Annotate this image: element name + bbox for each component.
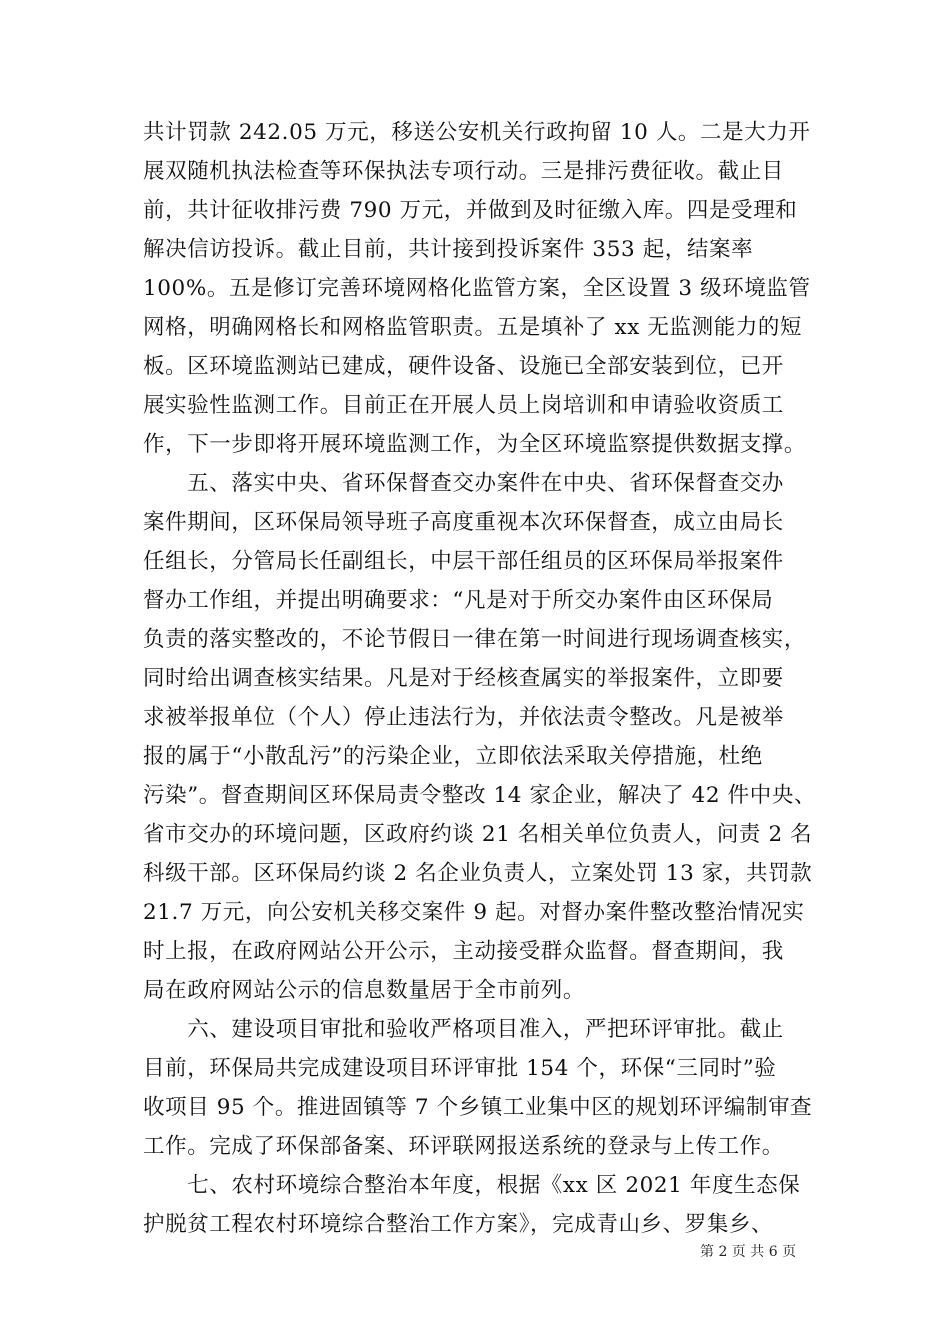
text-line: 督办工作组，并提出明确要求：“凡是对于所交办案件由区环保局 xyxy=(143,588,774,613)
text-line: 收项目 95 个。推进固镇等 7 个乡镇工业集中区的规划环评编制审查 xyxy=(143,1095,813,1120)
text-line: 目前，环保局共完成建设项目环评审批 154 个，环保“三同时”验 xyxy=(143,1056,777,1081)
text-line: 局在政府网站公示的信息数量居于全市前列。 xyxy=(143,978,586,1003)
text-line: 共计罚款 242.05 万元，移送公安机关行政拘留 10 人。二是大力开 xyxy=(143,120,811,145)
text-line: 时上报，在政府网站公开公示，主动接受群众监督。督查期间，我 xyxy=(143,939,784,964)
section-five-heading-line: 五、落实中央、省环保督查交办案件在中央、省环保督查交办 xyxy=(143,471,784,496)
page-number-footer: 第 2 页 共 6 页 xyxy=(700,1244,797,1260)
text-line: 前，共计征收排污费 790 万元，并做到及时征缴入库。四是受理和 xyxy=(143,198,798,223)
text-line: 省市交办的环境问题，区政府约谈 21 名相关单位负责人，问责 2 名 xyxy=(143,822,813,847)
text-line: 同时给出调查核实结果。凡是对于经核查属实的举报案件，立即要 xyxy=(143,666,784,691)
section-six-heading-line: 六、建设项目审批和验收严格项目准入，严把环评审批。截止 xyxy=(143,1017,784,1042)
text-line: 工作。完成了环保部备案、环评联网报送系统的登录与上传工作。 xyxy=(143,1134,784,1159)
text-line: 100%。五是修订完善环境网格化监管方案，全区设置 3 级环境监管 xyxy=(143,276,811,301)
text-line: 作，下一步即将开展环境监测工作，为全区环境监察提供数据支撑。 xyxy=(143,432,807,457)
text-line: 护脱贫工程农村环境综合整治工作方案》，完成青山乡、罗集乡、 xyxy=(143,1212,774,1237)
text-line: 案件期间，区环保局领导班子高度重视本次环保督查，成立由局长 xyxy=(143,510,784,535)
text-line: 展双随机执法检查等环保执法专项行动。三是排污费征收。截止目 xyxy=(143,159,784,184)
text-line: 科级干部。区环保局约谈 2 名企业负责人，立案处罚 13 家，共罚款 xyxy=(143,861,813,886)
text-line: 展实验性监测工作。目前正在开展人员上岗培训和申请验收资质工 xyxy=(143,393,784,418)
text-line: 负责的落实整改的，不论节假日一律在第一时间进行现场调查核实， xyxy=(143,627,807,652)
text-line: 污染”。督查期间区环保局责令整改 14 家企业，解决了 42 件中央、 xyxy=(143,783,817,808)
text-line: 报的属于“小散乱污”的污染企业，立即依法采取关停措施，杜绝 xyxy=(143,744,763,769)
text-line: 求被举报单位（个人）停止违法行为，并依法责令整改。凡是被举 xyxy=(143,705,784,730)
text-line: 网格，明确网格长和网格监管职责。五是填补了 xx 无监测能力的短 xyxy=(143,315,803,340)
text-line: 板。区环境监测站已建成，硬件设备、设施已全部安装到位，已开 xyxy=(143,354,784,379)
section-seven-heading-line: 七、农村环境综合整治本年度，根据《xx 区 2021 年度生态保 xyxy=(143,1173,801,1198)
text-line: 任组长，分管局长任副组长，中层干部任组员的区环保局举报案件 xyxy=(143,549,784,574)
text-line: 21.7 万元，向公安机关移交案件 9 起。对督办案件整改整治情况实 xyxy=(143,900,805,925)
text-line: 解决信访投诉。截止目前，共计接到投诉案件 353 起，结案率 xyxy=(143,237,754,262)
